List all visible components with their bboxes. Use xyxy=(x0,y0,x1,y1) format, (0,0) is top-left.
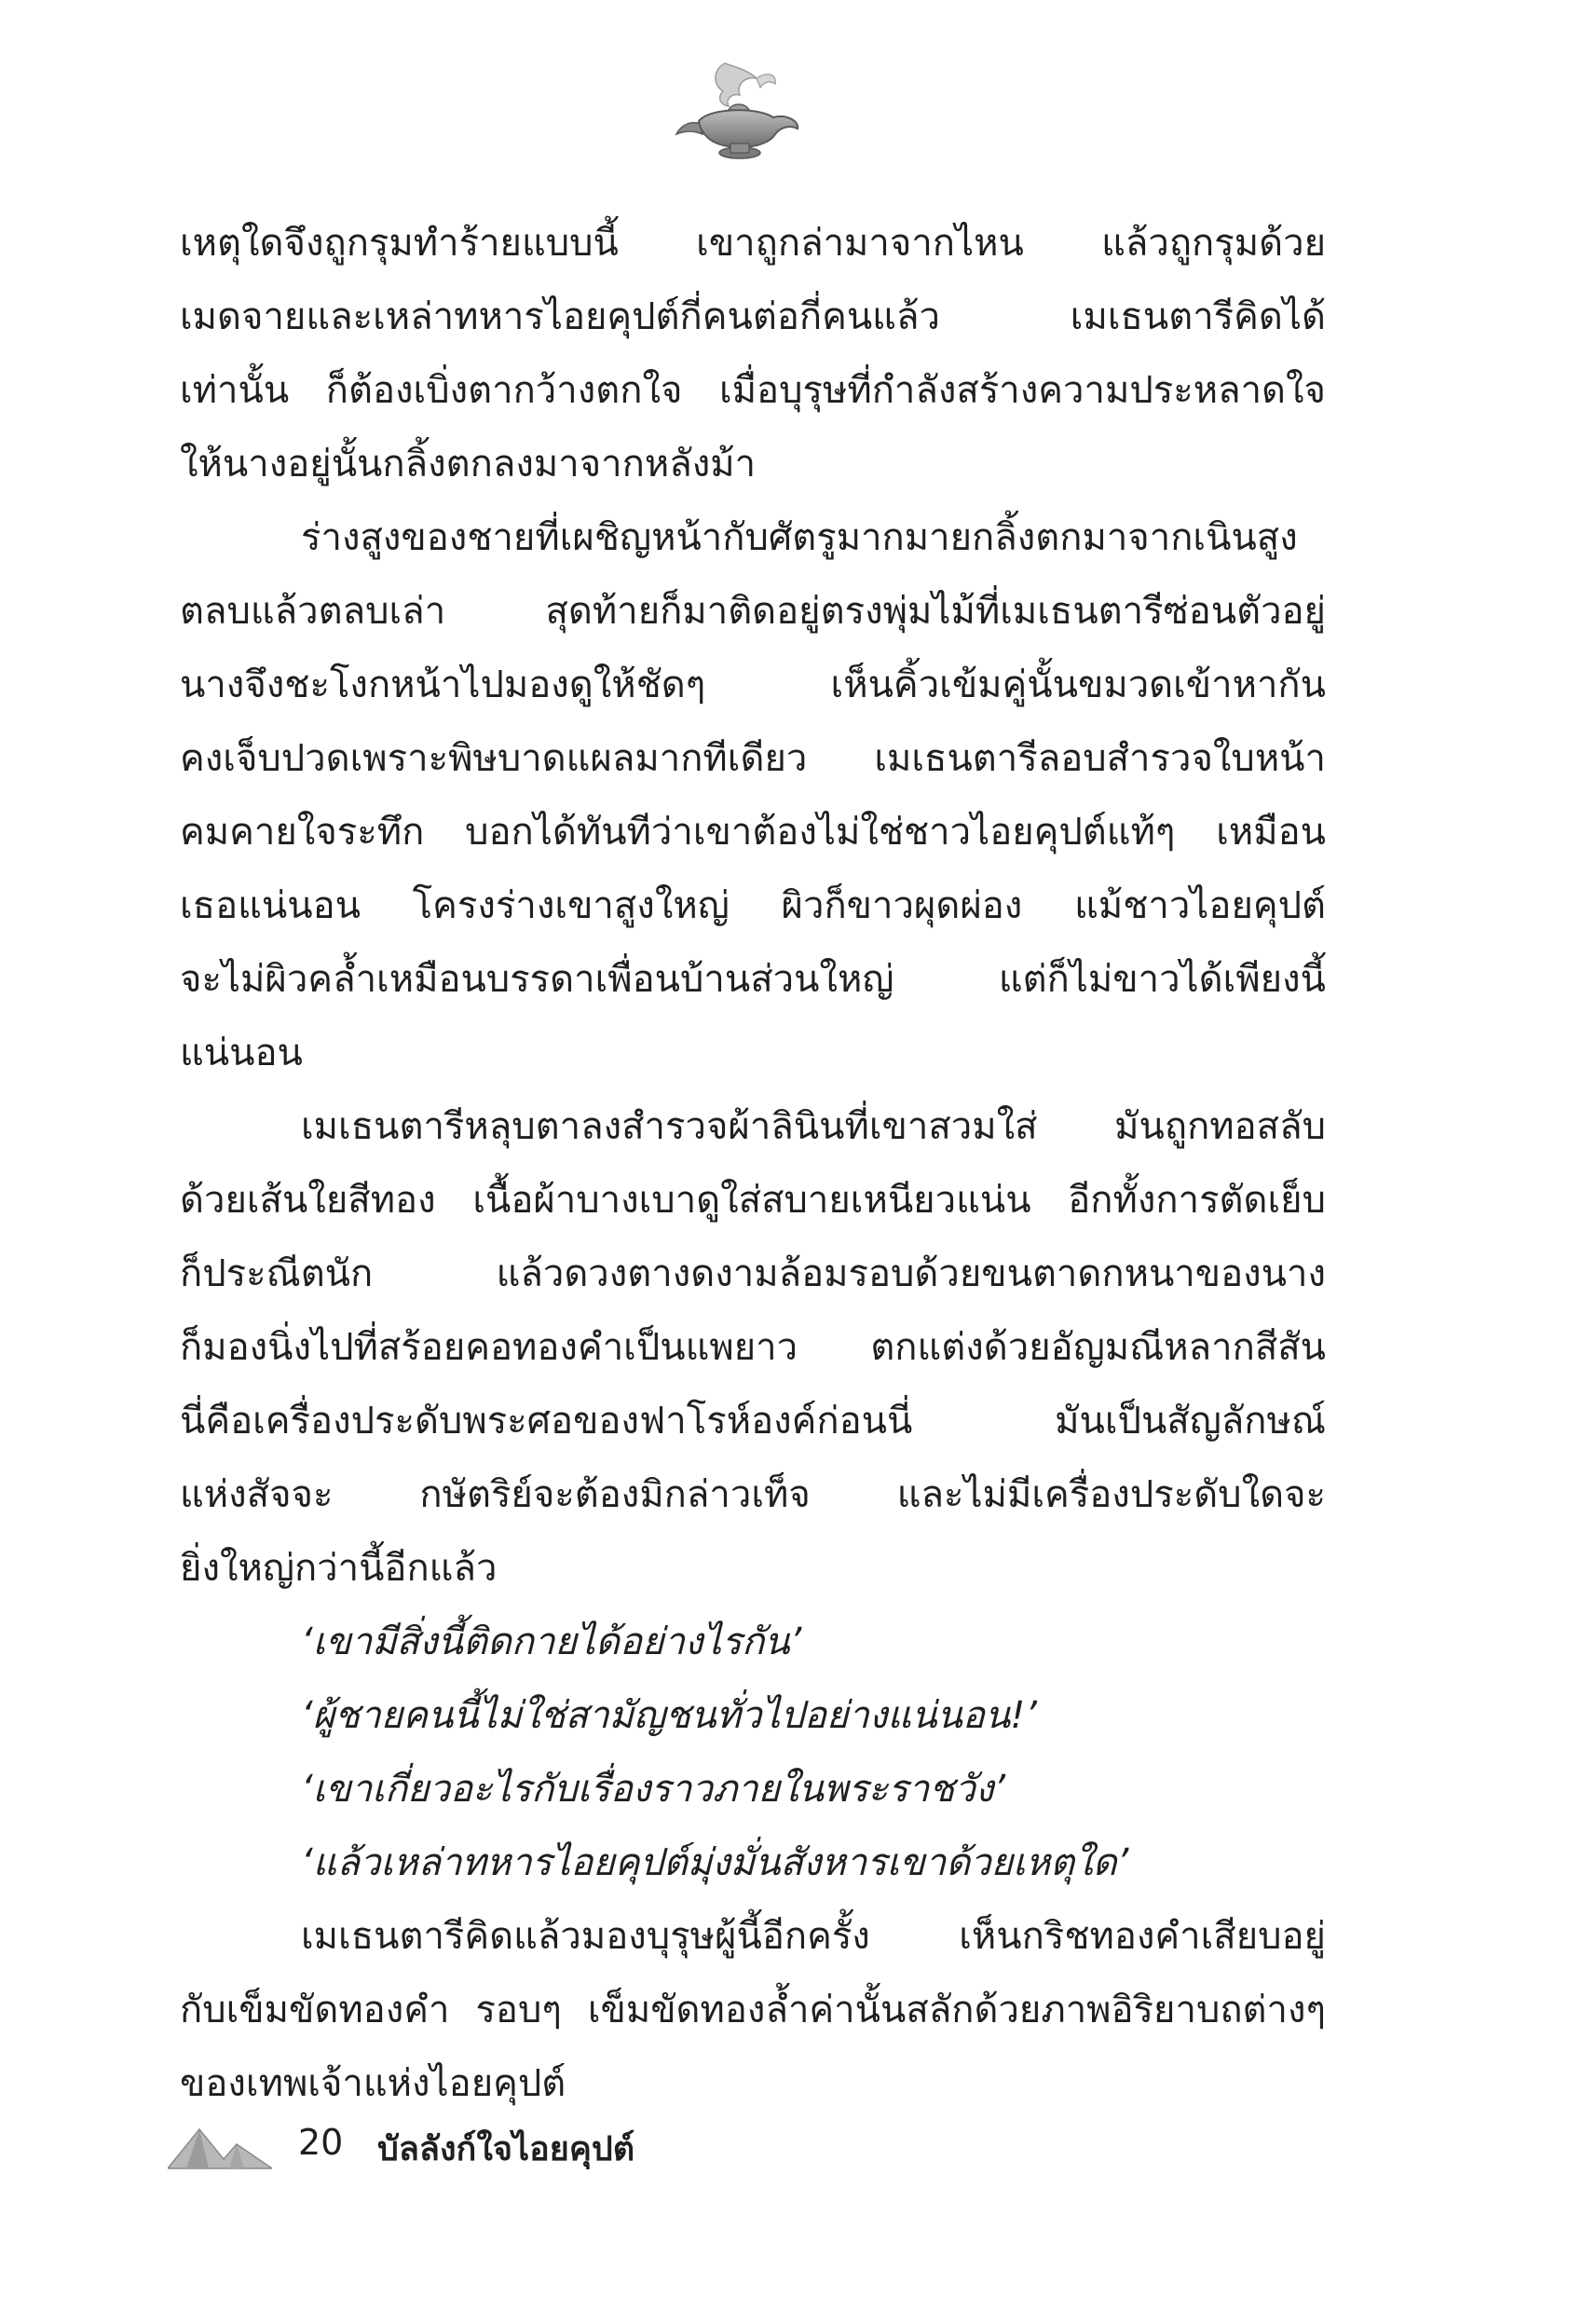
paragraph xyxy=(180,1090,1326,1606)
text-line: ให้นางอยู่นั้นกลิ้งตกลงมาจากหลังม้า xyxy=(180,443,757,485)
thought-line: ‘ผู้ชายคนนี้ไม่ใช่สามัญชนทั่วไปอย่างแน่นอน!’ xyxy=(301,1694,1037,1737)
paragraph xyxy=(180,501,1326,1090)
page-number: 20 xyxy=(298,2122,344,2163)
text-line: ก็มองนิ่งไปที่สร้อยคอทองคำเป็นแพยาว ตกแต่งด้วยอัญมณีหลากสีสัน xyxy=(180,1326,1326,1369)
thought-line: ‘เขาเกี่ยวอะไรกับเรื่องราวภายในพระราชวัง’ xyxy=(301,1768,1006,1811)
page-footer xyxy=(168,2120,1006,2176)
thought-line: ‘เขามีสิ่งนี้ติดกายได้อย่างไรกัน’ xyxy=(301,1620,802,1663)
text-line: ด้วยเส้นใยสีทอง เนื้อผ้าบางเบาดูใส่สบายเหนียวแน่น อีกทั้งการตัดเย็บ xyxy=(180,1179,1326,1222)
text-line: ก็ประณีตนัก แล้วดวงตางดงามล้อมรอบด้วยขนตาดกหนาของนาง xyxy=(180,1252,1326,1295)
text-line: กับเข็มขัดทองคำ รอบๆ เข็มขัดทองล้ำค่านั้นสลักด้วยภาพอิริยาบถต่างๆ xyxy=(180,1989,1326,2031)
text-line: จะไม่ผิวคล้ำเหมือนบรรดาเพื่อนบ้านส่วนใหญ่ แต่ก็ไม่ขาวได้เพียงนี้ xyxy=(180,958,1326,1001)
text-line: เท่านั้น ก็ต้องเบิ่งตากว้างตกใจ เมื่อบุรุษที่กำลังสร้างความประหลาดใจ xyxy=(180,369,1326,412)
text-line: เมเธนตารีคิดแล้วมองบุรุษผู้นี้อีกครั้ง เห็นกริชทองคำเสียบอยู่ xyxy=(301,1915,1326,1958)
text-line: คมคายใจระทึก บอกได้ทันทีว่าเขาต้องไม่ใช่ชาวไอยคุปต์แท้ๆ เหมือน xyxy=(180,811,1326,854)
text-line: เมเธนตารีหลุบตาลงสำรวจผ้าลินินที่เขาสวมใส่ มันถูกทอสลับ xyxy=(301,1105,1326,1148)
inner-thoughts xyxy=(180,1606,1326,1900)
text-line: นางจึงชะโงกหน้าไปมองดูให้ชัดๆ เห็นคิ้วเข้มคู่นั้นขมวดเข้าหากัน xyxy=(180,663,1326,706)
text-line: ร่างสูงของชายที่เผชิญหน้ากับศัตรูมากมายกลิ้งตกมาจากเนินสูง xyxy=(301,516,1298,559)
paragraph xyxy=(180,207,1326,501)
thought-line: ‘แล้วเหล่าทหารไอยคุปต์มุ่งมั่นสังหารเขาด้วยเหตุใด’ xyxy=(301,1841,1129,1884)
text-line: แน่นอน xyxy=(180,1032,303,1074)
text-line: แห่งสัจจะ กษัตริย์จะต้องมิกล่าวเท็จ และไม่มีเครื่องประดับใดจะ xyxy=(180,1473,1326,1516)
text-line: เหตุใดจึงถูกรุมทำร้ายแบบนี้ เขาถูกล่ามาจากไหน แล้วถูกรุมด้วย xyxy=(180,222,1326,265)
paragraph xyxy=(180,1900,1326,2121)
text-line: ของเทพเจ้าแห่งไอยคุปต์ xyxy=(180,2062,566,2105)
body-text xyxy=(180,207,1326,2121)
text-line: ยิ่งใหญ่กว่านี้อีกแล้ว xyxy=(180,1547,498,1590)
text-line: นี่คือเครื่องประดับพระศอของฟาโรห์องค์ก่อนนี่ มันเป็นสัญลักษณ์ xyxy=(180,1400,1326,1443)
text-line: ตลบแล้วตลบเล่า สุดท้ายก็มาติดอยู่ตรงพุ่มไม้ที่เมเธนตารีซ่อนตัวอยู่ xyxy=(180,590,1326,633)
genie-lamp-icon xyxy=(671,56,811,168)
text-line: เธอแน่นอน โครงร่างเขาสูงใหญ่ ผิวก็ขาวผุดผ่อง แม้ชาวไอยคุปต์ xyxy=(180,884,1326,927)
pyramid-icon xyxy=(168,2124,272,2170)
text-line: คงเจ็บปวดเพราะพิษบาดแผลมากทีเดียว เมเธนตารีลอบสำรวจใบหน้า xyxy=(180,737,1326,780)
book-title: บัลลังก์ใจไอยคุปต์ xyxy=(377,2130,635,2168)
text-line: เมดจายและเหล่าทหารไอยคุปต์กี่คนต่อกี่คนแล้ว เมเธนตารีคิดได้ xyxy=(180,295,1326,338)
